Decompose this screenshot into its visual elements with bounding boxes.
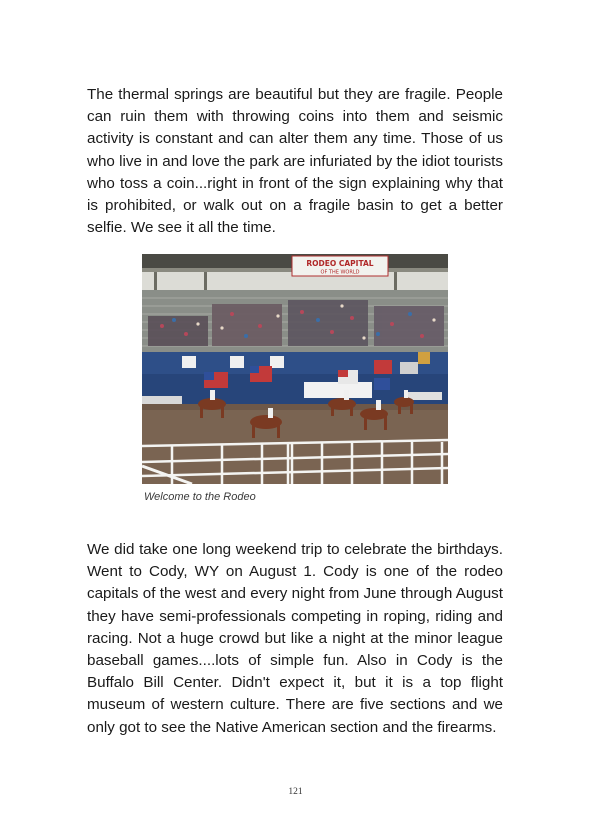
photo-caption: Welcome to the Rodeo (144, 491, 256, 503)
sign-text-line2: OF THE WORLD (320, 269, 360, 276)
page-number: 121 (288, 787, 303, 797)
rodeo-photo (142, 254, 448, 484)
body-paragraph-2: We did take one long weekend trip to celebrate the birthdays. Went to Cody, WY on August 1. Cody is one of the rodeo capitals of the west and every night from June through August they have semi-professionals competing in roping, riding and racing. Not a huge crowd but like a night at the minor league baseball games....lots of simple fun. Also in Cody is the Buffalo Bill Center. Didn't expect it, but it is a top flight museum of western culture. There are five sections and we only got to see the Native American section and the firearms. (87, 541, 503, 736)
body-paragraph-1: The thermal springs are beautiful but they are fragile. People can ruin them with throwing coins into them and seismic activity is constant and can alter them any time. Those of us who live in and love the park are infuriated by the idiot tourists who toss a coin...right in front of the sign explaining why that is prohibited, or walk out on a fragile basin to get a better selfie. We see it all the time. (87, 86, 503, 237)
sign-text-line1: RODEO CAPITAL (306, 259, 374, 268)
